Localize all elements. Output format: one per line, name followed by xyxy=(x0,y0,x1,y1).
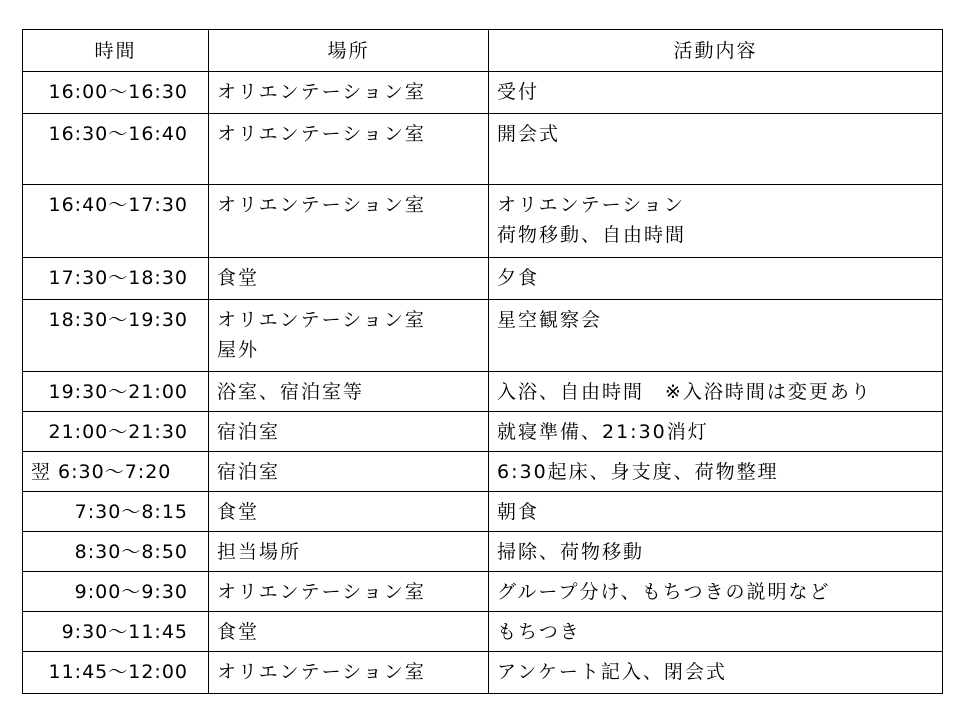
table-row xyxy=(23,412,943,452)
place-cell: オリエンテーション室 xyxy=(209,185,489,258)
activity-cell: 6:30起床、身支度、荷物整理 xyxy=(489,452,943,492)
header-time: 時間 xyxy=(23,30,209,72)
table-row xyxy=(23,452,943,492)
table-row xyxy=(23,185,943,258)
place-cell: 宿泊室 xyxy=(209,452,489,492)
table-row xyxy=(23,72,943,114)
time-cell: 17:30～18:30 xyxy=(23,258,209,300)
place-cell: 宿泊室 xyxy=(209,412,489,452)
time-cell: 11:45～12:00 xyxy=(23,652,209,694)
place-cell: 食堂 xyxy=(209,258,489,300)
place-cell: 食堂 xyxy=(209,612,489,652)
place-cell: オリエンテーション室 屋外 xyxy=(209,300,489,372)
place-cell: オリエンテーション室 xyxy=(209,572,489,612)
time-cell: 16:00～16:30 xyxy=(23,72,209,114)
table-row xyxy=(23,652,943,694)
place-cell: 食堂 xyxy=(209,492,489,532)
table-row xyxy=(23,612,943,652)
time-cell: 9:30～11:45 xyxy=(23,612,209,652)
table-row xyxy=(23,258,943,300)
activity-cell: 開会式 xyxy=(489,114,943,185)
header-activity: 活動内容 xyxy=(489,30,943,72)
time-cell: 19:30～21:00 xyxy=(23,372,209,412)
activity-cell: 就寝準備、21:30消灯 xyxy=(489,412,943,452)
place-cell: 浴室、宿泊室等 xyxy=(209,372,489,412)
table-row xyxy=(23,572,943,612)
activity-cell: 入浴、自由時間 ※入浴時間は変更あり xyxy=(489,372,943,412)
header-place: 場所 xyxy=(209,30,489,72)
activity-cell: オリエンテーション 荷物移動、自由時間 xyxy=(489,185,943,258)
activity-cell: アンケート記入、閉会式 xyxy=(489,652,943,694)
activity-cell: 朝食 xyxy=(489,492,943,532)
activity-cell: 星空観察会 xyxy=(489,300,943,372)
time-cell: 8:30～8:50 xyxy=(23,532,209,572)
table-row xyxy=(23,300,943,372)
place-cell: オリエンテーション室 xyxy=(209,114,489,185)
table-header-row xyxy=(23,30,943,72)
activity-cell: 夕食 xyxy=(489,258,943,300)
table-row xyxy=(23,492,943,532)
activity-cell: 掃除、荷物移動 xyxy=(489,532,943,572)
activity-cell: もちつき xyxy=(489,612,943,652)
time-cell: 翌 6:30～7:20 xyxy=(23,452,209,492)
time-cell: 7:30～8:15 xyxy=(23,492,209,532)
place-cell: オリエンテーション室 xyxy=(209,72,489,114)
time-cell: 16:30～16:40 xyxy=(23,114,209,185)
activity-cell: 受付 xyxy=(489,72,943,114)
place-cell: 担当場所 xyxy=(209,532,489,572)
place-cell: オリエンテーション室 xyxy=(209,652,489,694)
time-cell: 9:00～9:30 xyxy=(23,572,209,612)
time-cell: 16:40～17:30 xyxy=(23,185,209,258)
table-row xyxy=(23,532,943,572)
schedule-table xyxy=(22,29,943,694)
table-row xyxy=(23,372,943,412)
table-row xyxy=(23,114,943,185)
time-cell: 18:30～19:30 xyxy=(23,300,209,372)
activity-cell: グループ分け、もちつきの説明など xyxy=(489,572,943,612)
time-cell: 21:00～21:30 xyxy=(23,412,209,452)
